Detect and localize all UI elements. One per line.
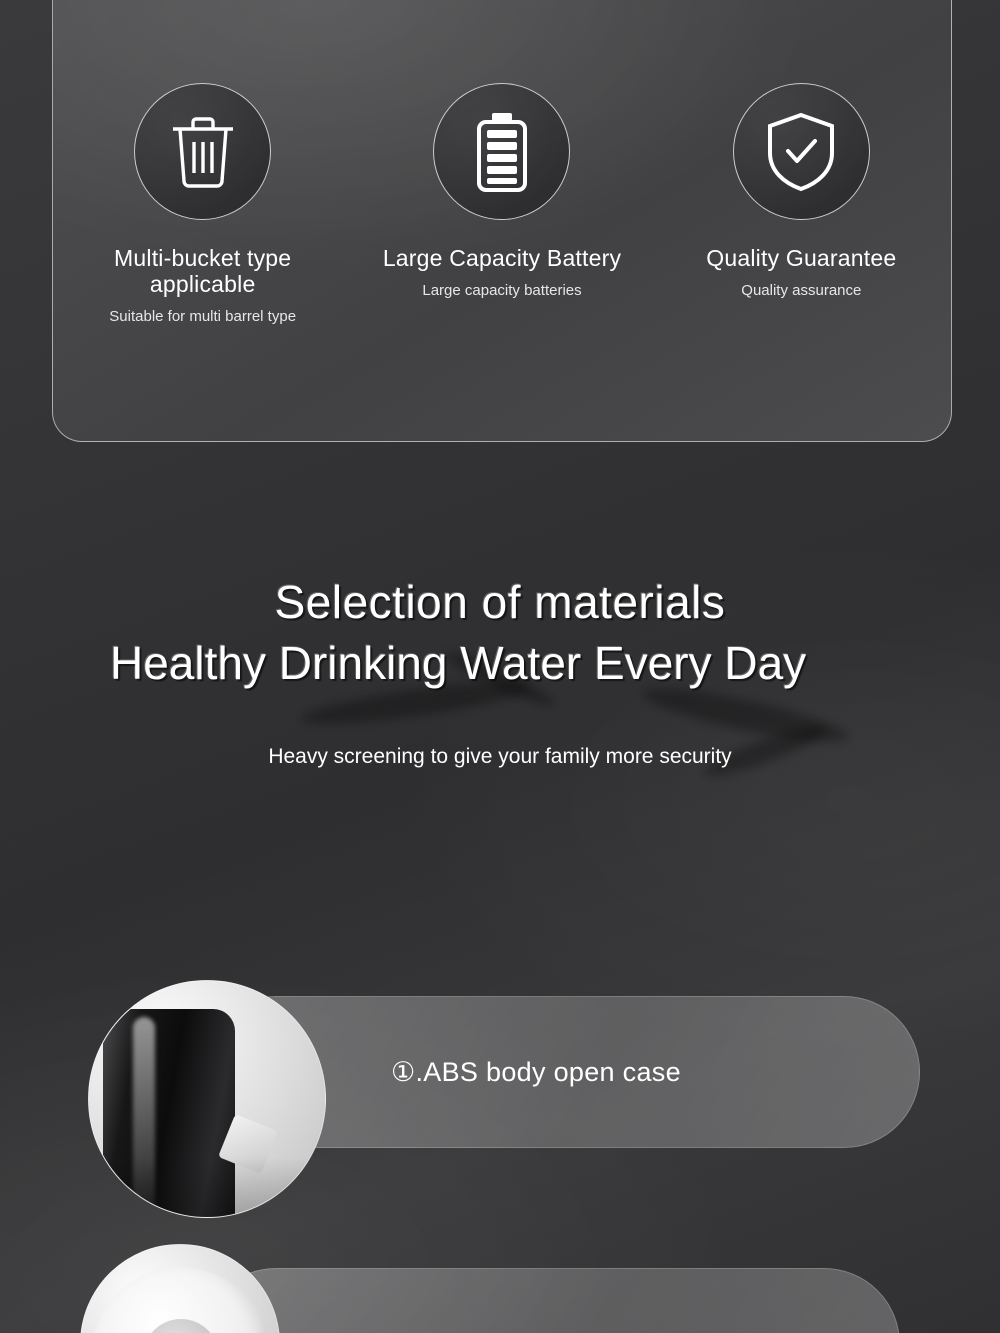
material-label: ①.ABS body open case (391, 1056, 681, 1087)
section-heading-line2: Healthy Drinking Water Every Day (110, 637, 807, 690)
trash-bin-icon (134, 83, 271, 220)
material-row (0, 996, 1000, 1148)
photo-shadow (89, 1157, 325, 1217)
feature-cell-battery (352, 83, 651, 299)
material-row (0, 1268, 1000, 1333)
section-heading-line1: Selection of materials (274, 576, 726, 628)
feature-row-bottom (53, 83, 951, 325)
feature-title: Large Capacity Battery (382, 245, 622, 271)
feature-subtitle: Quality assurance (741, 281, 862, 299)
feature-card (52, 0, 952, 442)
section-subheading: Heavy screening to give your family more security (268, 744, 732, 768)
feature-title: Multi-bucket type applicable (114, 245, 292, 297)
feature-title: Quality Guarantee (706, 245, 897, 271)
white-ring-part-photo (80, 1244, 280, 1333)
black-pump-body-photo (88, 980, 326, 1218)
material-pill (200, 1268, 900, 1333)
feature-cell-multi-bucket (53, 83, 352, 325)
battery-icon (433, 83, 570, 220)
shield-check-icon (733, 83, 870, 220)
feature-subtitle: Suitable for multi barrel type (109, 307, 297, 325)
feature-cell-quality (652, 83, 951, 299)
feature-subtitle: Large capacity batteries (422, 281, 582, 299)
materials-section-header (0, 575, 1000, 769)
